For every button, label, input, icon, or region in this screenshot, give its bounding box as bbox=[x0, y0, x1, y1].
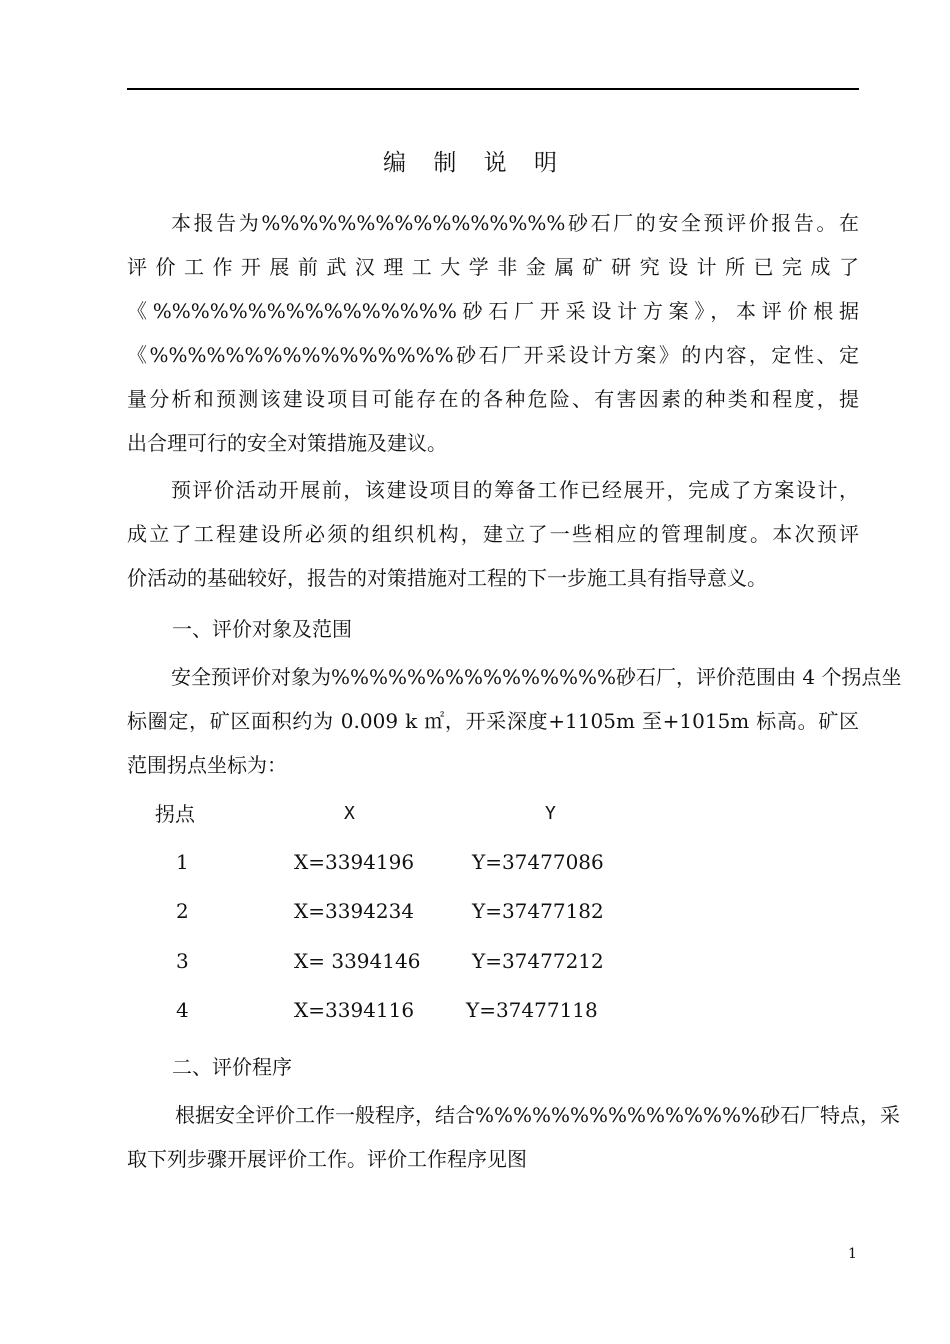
table-header-point: 拐点 bbox=[155, 802, 195, 826]
table-header-x: X bbox=[344, 803, 355, 824]
section-heading-procedure: 二、评价程序 bbox=[172, 1055, 292, 1079]
table-cell-x: X= 3394146 bbox=[294, 949, 421, 973]
scope-paragraph bbox=[127, 655, 902, 787]
preparation-line-3: 价活动的基础较好，报告的对策措施对工程的下一步施工具有指导意义。 bbox=[127, 566, 767, 590]
intro-line-1: 本报告为%%%%%%%%%%%%%%%%砂石厂的安全预评价报告。在 bbox=[171, 211, 859, 235]
table-cell-x: X=3394116 bbox=[294, 998, 415, 1022]
procedure-line-2: 取下列步骤开展评价工作。评价工作程序见图 bbox=[127, 1147, 527, 1171]
table-cell-point: 1 bbox=[176, 850, 189, 874]
page-title: 编 制 说 明 bbox=[383, 150, 567, 176]
intro-line-5: 量分析和预测该建设项目可能存在的各种危险、有害因素的种类和程度，提 bbox=[127, 387, 859, 411]
intro-line-6: 出合理可行的安全对策措施及建议。 bbox=[127, 431, 447, 455]
intro-line-2: 评价工作开展前武汉理工大学非金属矿研究设计所已完成了 bbox=[127, 255, 859, 279]
scope-line-3: 范围拐点坐标为： bbox=[127, 753, 287, 777]
table-cell-point: 4 bbox=[176, 998, 189, 1022]
scope-line-2: 标圈定，矿区面积约为 0.009 k ㎡，开采深度+1105m 至+1015m 标高。矿区 bbox=[127, 709, 859, 733]
table-cell-y: Y=37477212 bbox=[472, 949, 604, 973]
table-cell-y: Y=37477118 bbox=[466, 998, 598, 1022]
section-heading-scope: 一、评价对象及范围 bbox=[172, 617, 352, 641]
table-cell-x: X=3394234 bbox=[294, 899, 415, 923]
intro-paragraph bbox=[127, 201, 859, 465]
table-header-y: Y bbox=[545, 803, 556, 824]
preparation-line-1: 预评价活动开展前，该建设项目的筹备工作已经展开，完成了方案设计， bbox=[171, 478, 859, 502]
preparation-line-2: 成立了工程建设所必须的组织机构，建立了一些相应的管理制度。本次预评 bbox=[127, 522, 859, 546]
procedure-paragraph bbox=[127, 1093, 901, 1181]
table-cell-y: Y=37477086 bbox=[472, 850, 604, 874]
intro-line-4: 《%%%%%%%%%%%%%%%%砂石厂开采设计方案》的内容，定性、定 bbox=[127, 343, 859, 367]
preparation-paragraph bbox=[127, 468, 859, 600]
table-cell-y: Y=37477182 bbox=[472, 899, 604, 923]
table-cell-point: 2 bbox=[176, 899, 189, 923]
table-cell-point: 3 bbox=[176, 949, 189, 973]
scope-line-1: 安全预评价对象为%%%%%%%%%%%%%%%砂石厂，评价范围由 4 个拐点坐 bbox=[171, 665, 902, 689]
intro-line-3: 《%%%%%%%%%%%%%%%%砂石厂开采设计方案》，本评价根据 bbox=[127, 299, 859, 323]
page-number: 1 bbox=[848, 1246, 857, 1262]
header-rule bbox=[127, 88, 859, 90]
procedure-line-1: 根据安全评价工作一般程序，结合%%%%%%%%%%%%%%%砂石厂特点，采 bbox=[175, 1103, 901, 1127]
table-cell-x: X=3394196 bbox=[294, 850, 415, 874]
